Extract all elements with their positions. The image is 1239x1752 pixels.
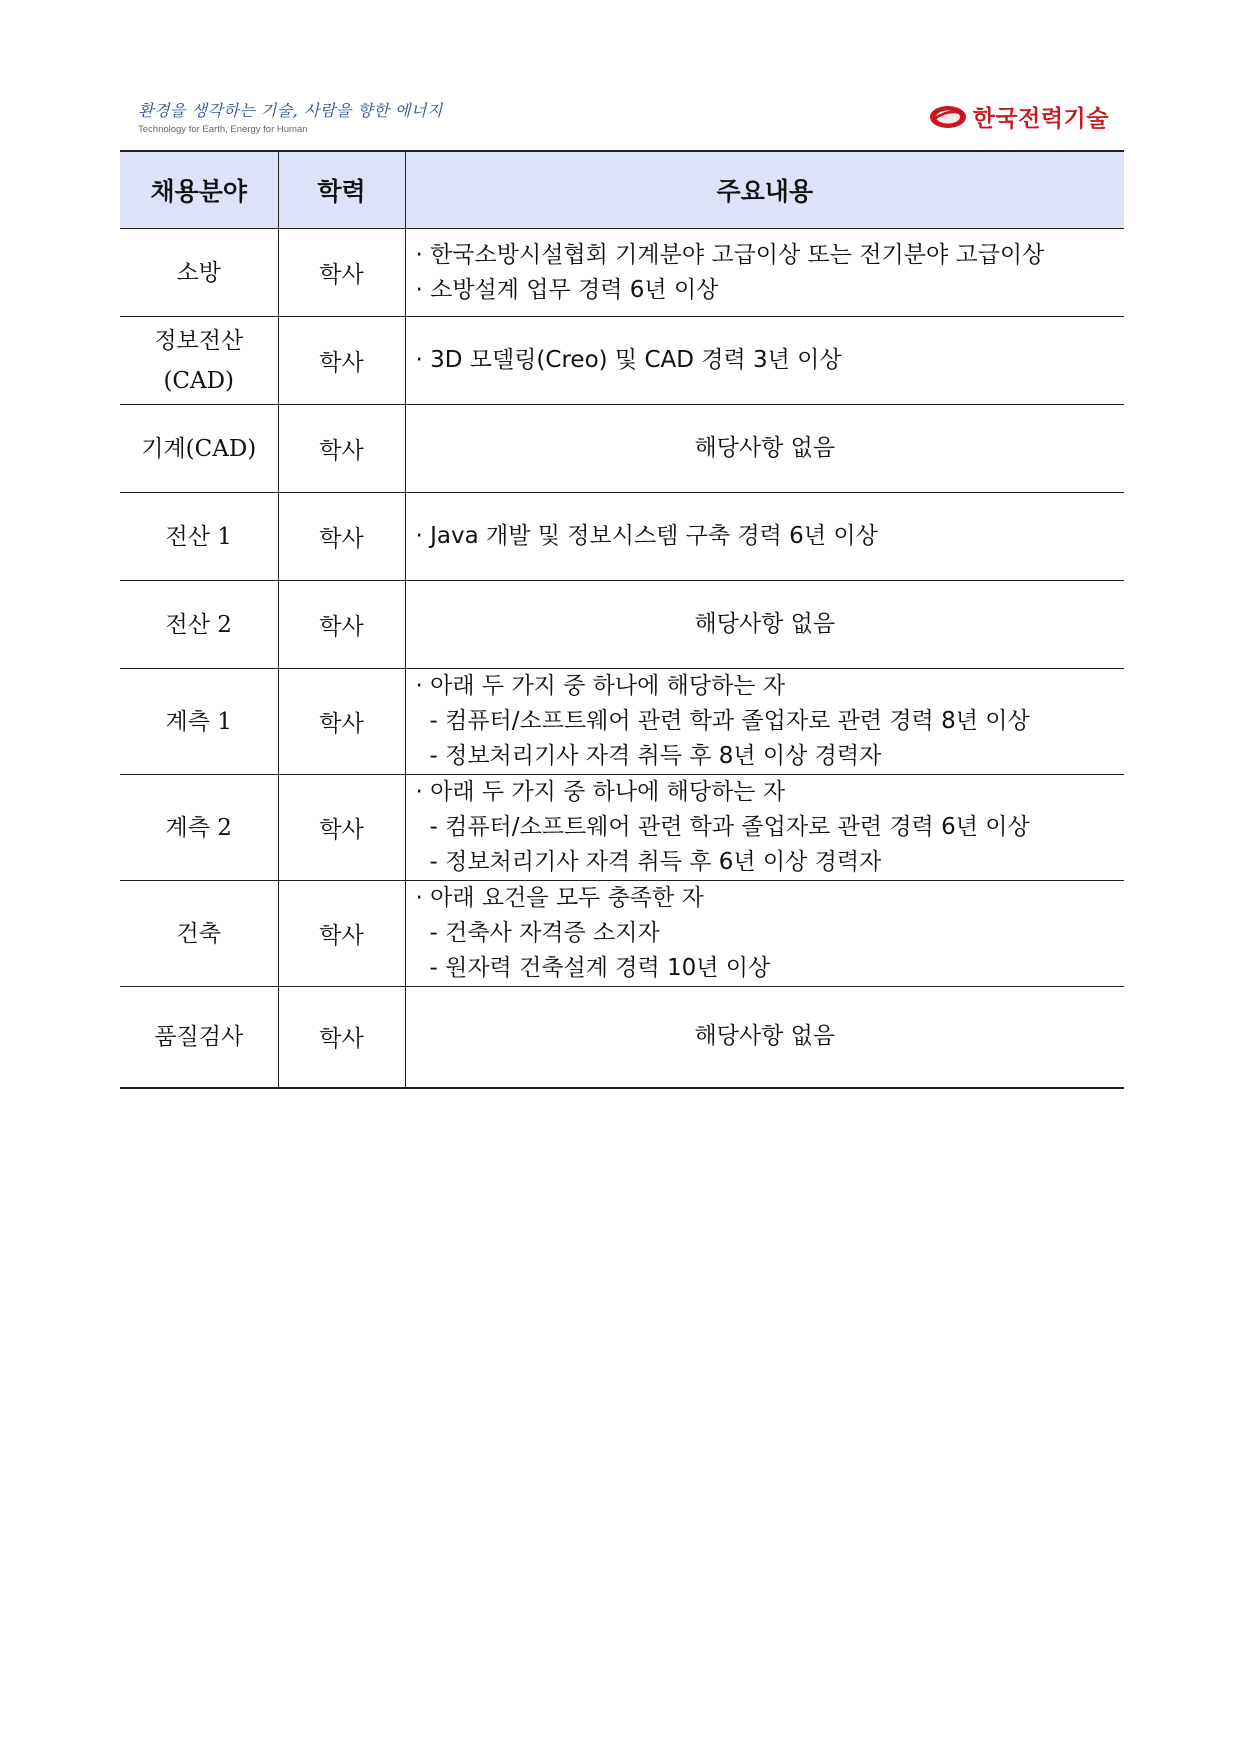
table-row: [120, 405, 1124, 493]
cell-education: 학사: [278, 405, 405, 493]
table-row: [120, 987, 1124, 1088]
cell-field: [120, 987, 278, 1088]
cell-field: [120, 405, 278, 493]
cell-field: [120, 581, 278, 669]
content-line: · 3D 모델링(Creo) 및 CAD 경력 3년 이상: [415, 347, 842, 373]
table-row: [120, 775, 1124, 881]
sub-item: - 정보처리기사 자격 취득 후 6년 이상 경력자: [429, 849, 882, 875]
cell-education: 학사: [278, 493, 405, 581]
slogan: [138, 98, 443, 135]
table-row: [120, 881, 1124, 987]
field-line: 건축: [176, 920, 221, 947]
table-row: [120, 669, 1124, 775]
sub-item: - 건축사 자격증 소지자: [429, 920, 660, 946]
cell-field: [120, 669, 278, 775]
sub-item: - 원자력 건축설계 경력 10년 이상: [429, 955, 771, 981]
content-line: · 소방설계 업무 경력 6년 이상: [415, 276, 719, 303]
cell-content: [405, 581, 1124, 669]
content-line: · 아래 요건을 모두 충족한 자: [415, 885, 704, 911]
cell-content: [405, 669, 1124, 775]
content-line: · 아래 두 가지 중 하나에 해당하는 자: [415, 779, 786, 805]
content-line: · Java 개발 및 정보시스템 구축 경력 6년 이상: [415, 523, 878, 549]
cell-education: 학사: [278, 317, 405, 405]
page-header: [0, 0, 1239, 150]
company-logo-icon: [929, 104, 967, 130]
header-education: 학력: [278, 151, 405, 229]
field-line: 계측 1: [165, 708, 232, 735]
table-body: [120, 229, 1124, 1088]
content-line: 해당사항 없음: [694, 1023, 836, 1050]
cell-content: [405, 775, 1124, 881]
field-line: 계측 2: [165, 814, 232, 841]
header-field: 채용분야: [120, 151, 278, 229]
table-row: [120, 229, 1124, 317]
field-line: 품질검사: [154, 1023, 244, 1050]
sub-item: - 컴퓨터/소프트웨어 관련 학과 졸업자로 관련 경력 8년 이상: [429, 708, 1030, 734]
content-line: 해당사항 없음: [694, 611, 836, 637]
field-line: 전산 2: [165, 611, 232, 638]
field-line: 전산 1: [165, 523, 232, 550]
cell-field: [120, 775, 278, 881]
table-header-row: [120, 151, 1124, 229]
cell-education: 학사: [278, 775, 405, 881]
cell-content: [405, 987, 1124, 1088]
cell-field: [120, 317, 278, 405]
cell-education: 학사: [278, 229, 405, 317]
cell-content: [405, 229, 1124, 317]
recruitment-table: [120, 150, 1124, 1089]
company-name: 한국전력기술: [972, 106, 1109, 132]
cell-content: [405, 405, 1124, 493]
cell-field: [120, 881, 278, 987]
cell-education: 학사: [278, 881, 405, 987]
cell-education: 학사: [278, 581, 405, 669]
slogan-english: Technology for Earth, Energy for Human: [138, 124, 308, 135]
cell-content: [405, 493, 1124, 581]
company-logo: [929, 100, 1109, 133]
slogan-korean: 환경을 생각하는 기술, 사람을 향한 에너지: [138, 101, 443, 120]
field-line: (CAD): [163, 367, 235, 394]
field-line: 정보전산: [154, 327, 244, 354]
field-line: 기계(CAD): [141, 435, 257, 462]
cell-field: [120, 493, 278, 581]
sub-item: - 컴퓨터/소프트웨어 관련 학과 졸업자로 관련 경력 6년 이상: [429, 814, 1030, 840]
cell-content: [405, 317, 1124, 405]
table-row: [120, 317, 1124, 405]
cell-field: [120, 229, 278, 317]
sub-item: - 정보처리기사 자격 취득 후 8년 이상 경력자: [429, 743, 882, 769]
content-line: · 아래 두 가지 중 하나에 해당하는 자: [415, 673, 786, 699]
table-row: [120, 581, 1124, 669]
cell-content: [405, 881, 1124, 987]
cell-education: 학사: [278, 669, 405, 775]
field-line: 소방: [176, 259, 221, 286]
table-row: [120, 493, 1124, 581]
content-line: · 한국소방시설협회 기계분야 고급이상 또는 전기분야 고급이상: [415, 241, 1045, 268]
cell-education: 학사: [278, 987, 405, 1088]
content-line: 해당사항 없음: [694, 435, 836, 461]
header-content: 주요내용: [405, 151, 1124, 229]
